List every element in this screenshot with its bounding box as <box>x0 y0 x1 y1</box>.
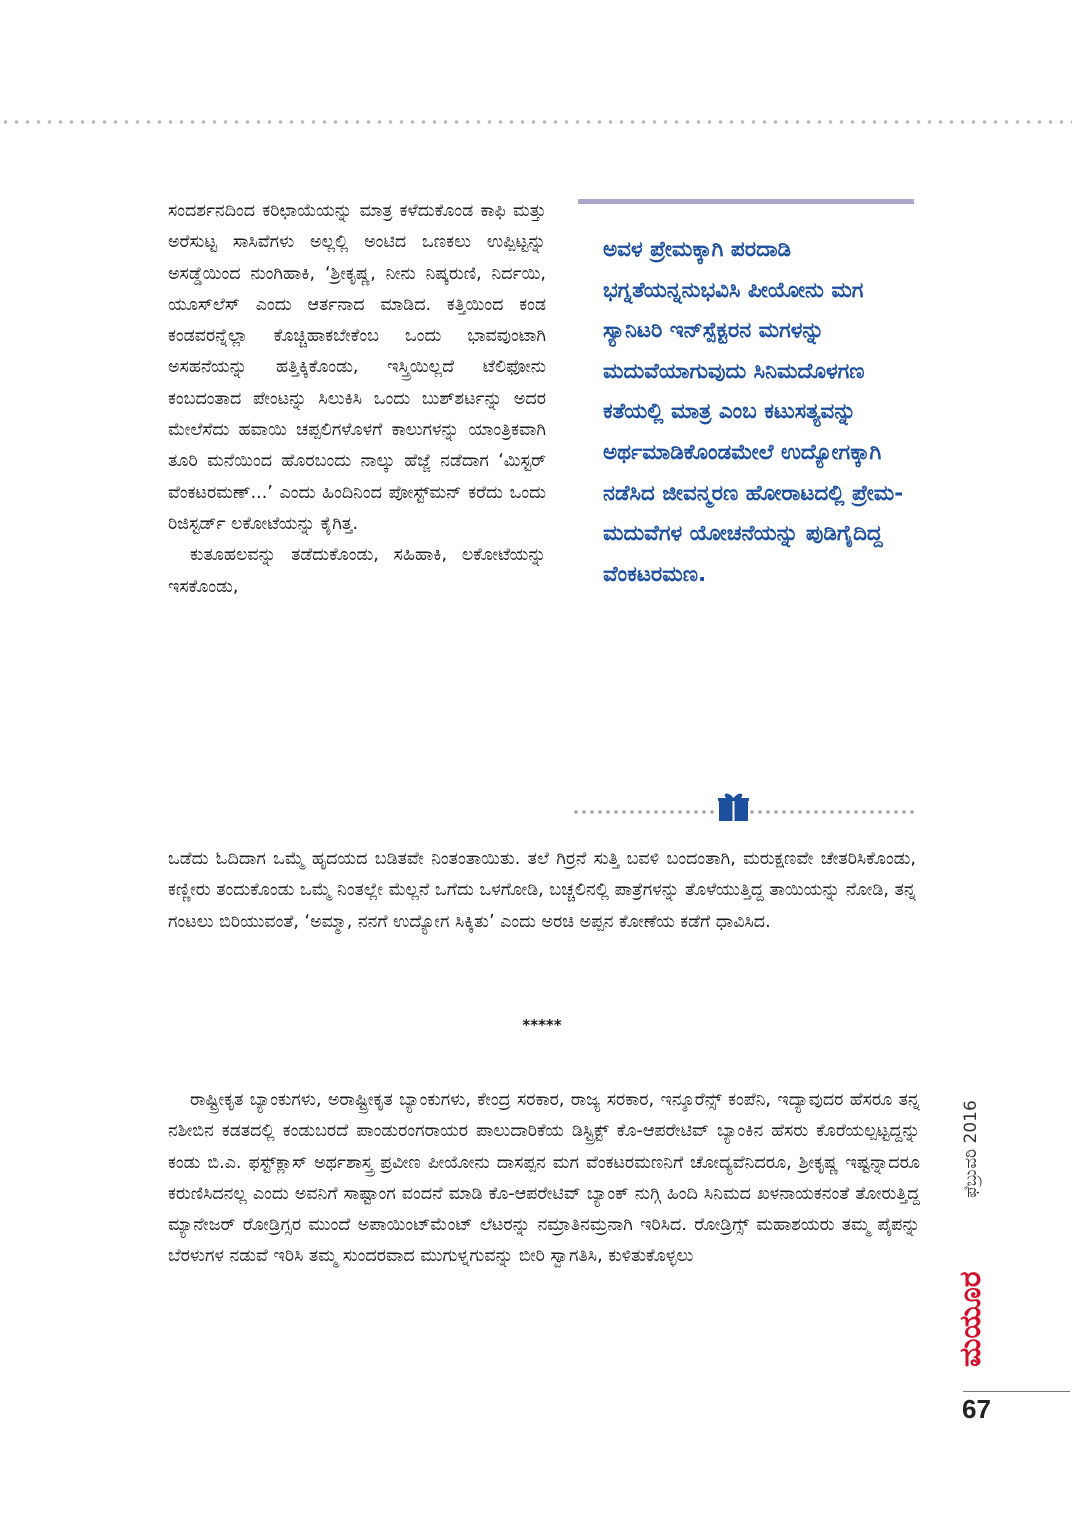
body-paragraph-wide: ರಾಷ್ಟ್ರೀಕೃತ ಬ್ಯಾಂಕುಗಳು, ಅರಾಷ್ಟ್ರೀಕೃತ ಬ್ಯಾಂಕುಗಳು, ಕೇಂದ್ರ ಸರಕಾರ, ರಾಜ್ಯ ಸರಕಾರ, ಇನ್ಶೂರೆನ್ಸ್ ಕಂಪೆನಿ, ಇದ್ಯಾವುದರ ಹೆಸರೂ ತನ್ನ ನಶೀಬಿನ ಕಡತದಲ್ಲಿ ಕಂಡುಬರದೆ ಪಾಂಡುರಂಗರಾಯರ ಪಾಲುದಾರಿಕೆಯ ಡಿಸ್ಟ್ರಿಕ್ಟ್ ಕೊ-ಆಪರೇಟಿವ್ ಬ್ಯಾಂಕಿನ ಹೆಸರು ಕೊರೆಯಲ್ಪಟ್ಟದ್ದನ್ನು ಕಂಡು ಬಿ.ಎ. ಫಸ್ಟ್‌ಕ್ಲಾಸ್ ಅರ್ಥಶಾಸ್ತ್ರ ಪ್ರವೀಣ ಪೀಯೋನು ದಾಸಪ್ಪನ ಮಗ ವೆಂಕಟರಮಣನಿಗೆ ಚೋದ್ಯವೆನಿದರೂ, ಶ್ರೀಕೃಷ್ಣ ಇಷ್ಟನ್ನಾದರೂ ಕರುಣಿಸಿದನಲ್ಲ ಎಂದು ಅವನಿಗೆ ಸಾಷ್ಟಾಂಗ ವಂದನೆ ಮಾಡಿ ಕೊ-ಆಪರೇಟಿವ್ ಬ್ಯಾಂಕ್ ನುಗ್ಗಿ ಹಿಂದಿ ಸಿನಿಮದ ಖಳನಾಯಕನಂತೆ ತೋರುತ್ತಿದ್ದ ಮ್ಯಾನೇಜರ್ ರೋಡ್ರಿಗ್ಸರ ಮುಂದೆ ಅಪಾಯಿಂಟ್‌ಮೆಂಟ್ ಲೆಟರನ್ನು ನಮ್ರಾತಿನಮ್ರನಾಗಿ ಇರಿಸಿದ. ರೋಡ್ರಿಗ್ಸ್ ಮಹಾಶಯರು ತಮ್ಮ ಪೈಪನ್ನು ಬೆರಳುಗಳ ನಡುವೆ ಇರಿಸಿ ತಮ್ಮ ಸುಂದರವಾದ ಮುಗುಳ್ನಗುವನ್ನು ಬೀರಿ ಸ್ವಾಗತಿಸಿ, ಕುಳಿತುಕೊಳ್ಳಲು <box>168 1090 920 1267</box>
body-paragraph-wide: ಒಡೆದು ಓದಿದಾಗ ಒಮ್ಮೆ ಹೃದಯದ ಬಡಿತವೇ ನಿಂತಂತಾಯಿತು. ತಲೆ ಗಿರ್ರನೆ ಸುತ್ತಿ ಬವಳಿ ಬಂದಂತಾಗಿ, ಮರುಕ್ಷಣವೇ ಚೇತರಿಸಿಕೊಂಡು, ಕಣ್ಣೀರು ತಂದುಕೊಂಡು ಒಮ್ಮೆ ನಿಂತಲ್ಲೇ ಮೆಲ್ಲನೆ ಒಗೆದು ಒಳಗೋಡಿ, ಬಚ್ಚಲಿನಲ್ಲಿ ಪಾತ್ರೆಗಳನ್ನು ತೊಳೆಯುತ್ತಿದ್ದ ತಾಯಿಯನ್ನು ನೋಡಿ, ತನ್ನ ಗಂಟಲು ಬಿರಿಯುವಂತೆ, ‘ಅಮ್ಮಾ, ನನಗೆ ಉದ್ಯೋಗ ಸಿಕ್ಕಿತು’ ಎಂದು ಅರಚಿ ಅಪ್ಪನ ಕೋಣೆಯ ಕಡೆಗೆ ಧಾವಿಸಿದ. <box>168 849 916 932</box>
left-column <box>168 196 546 603</box>
page-number: 67 <box>962 1394 991 1424</box>
side-issue-label <box>952 1100 990 1380</box>
body-paragraph: ಕುತೂಹಲವನ್ನು ತಡೆದುಕೊಂಡು, ಸಹಿಹಾಕಿ, ಲಕೋಟೆಯನ್ನು ಇಸಕೊಂಡು, <box>168 545 546 597</box>
page-number-rule <box>963 1391 1070 1392</box>
section-separator: ***** <box>522 1016 562 1034</box>
pull-quote-top-rule <box>578 199 914 204</box>
body-paragraph: ಸಂದರ್ಶನದಿಂದ ಕರಿಛಾಯೆಯನ್ನು ಮಾತ್ರ ಕಳೆದುಕೊಂಡ ಕಾಫಿ ಮತ್ತು ಅರೆಸುಟ್ಟ ಸಾಸಿವೆಗಳು ಅಲ್ಲಲ್ಲಿ ಅಂಟಿದ ಒಣಕಲು ಉಪ್ಪಿಟ್ಟನ್ನು ಅಸಡ್ಡೆಯಿಂದ ನುಂಗಿಹಾಕಿ, ‘ಶ್ರೀಕೃಷ್ಣ, ನೀನು ನಿಷ್ಕರುಣಿ, ನಿರ್ದಯಿ, ಯೂಸ್‌ಲೆಸ್ ಎಂದು ಆರ್ತನಾದ ಮಾಡಿದ. ಕತ್ತಿಯಿಂದ ಕಂಡ ಕಂಡವರನ್ನೆಲ್ಲಾ ಕೊಚ್ಚಿಹಾಕಬೇಕೆಂಬ ಒಂದು ಭಾವವುಂಟಾಗಿ ಅಸಹನೆಯನ್ನು ಹತ್ತಿಕ್ಕಿಕೊಂಡು, ಇಸ್ತ್ರಿಯಿಲ್ಲದೆ ಟೆಲಿಫೋನು ಕಂಬದಂತಾದ ಪೇಂಟನ್ನು ಸಿಲುಕಿಸಿ ಒಂದು ಬುಶ್‌ಶರ್ಟನ್ನು ಅದರ ಮೇಲೆಸೆದು ಹವಾಯಿ ಚಪ್ಪಲಿಗಳೊಳಗೆ ಕಾಲುಗಳನ್ನು ಯಾಂತ್ರಿಕವಾಗಿ ತೂರಿ ಮನೆಯಿಂದ ಹೊರಬಂದು ನಾಲ್ಕು ಹೆಜ್ಜೆ ನಡೆದಾಗ ‘ಮಿಸ್ಟರ್ ವೆಂಕಟರಮಣ್...’ ಎಂದು ಹಿಂದಿನಿಂದ ಪೋಸ್ಟ್‌ಮನ್ ಕರೆದು ಒಂದು ರಿಜಿಸ್ಟರ್ಡ್ ಲಕೋಟೆಯನ್ನು ಕೈಗಿತ್ತ. <box>168 201 546 534</box>
gift-icon <box>718 791 749 822</box>
top-dotted-border <box>0 118 1072 126</box>
issue-month: ಫೆಬ್ರುವರಿ 2016 <box>961 1100 981 1198</box>
pull-quote: ಅವಳ ಪ್ರೇಮಕ್ಕಾಗಿ ಪರದಾಡಿ ಭಗ್ನತೆಯನ್ನನುಭವಿಸಿ ಪೀಯೋನು ಮಗ ಸ್ಯಾನಿಟರಿ ಇನ್‌ಸ್ಪೆಕ್ಟರನ ಮಗಳನ್ನು ಮದುವೆಯಾಗುವುದು ಸಿನಿಮದೊಳಗಣ ಕತೆಯಲ್ಲಿ ಮಾತ್ರ ಎಂಬ ಕಟುಸತ್ಯವನ್ನು ಅರ್ಥಮಾಡಿಕೊಂಡಮೇಲೆ ಉದ್ಯೋಗಕ್ಕಾಗಿ ನಡೆಸಿದ ಜೀವನ್ಮರಣ ಹೋರಾಟದಲ್ಲಿ ಪ್ರೇಮ-ಮದುವೆಗಳ ಯೋಚನೆಯನ್ನು ಪುಡಿಗೈದಿದ್ದ ವೆಂಕಟರಮಣ. <box>603 237 904 587</box>
magazine-brand: ಮಯೂರ <box>953 1271 988 1367</box>
